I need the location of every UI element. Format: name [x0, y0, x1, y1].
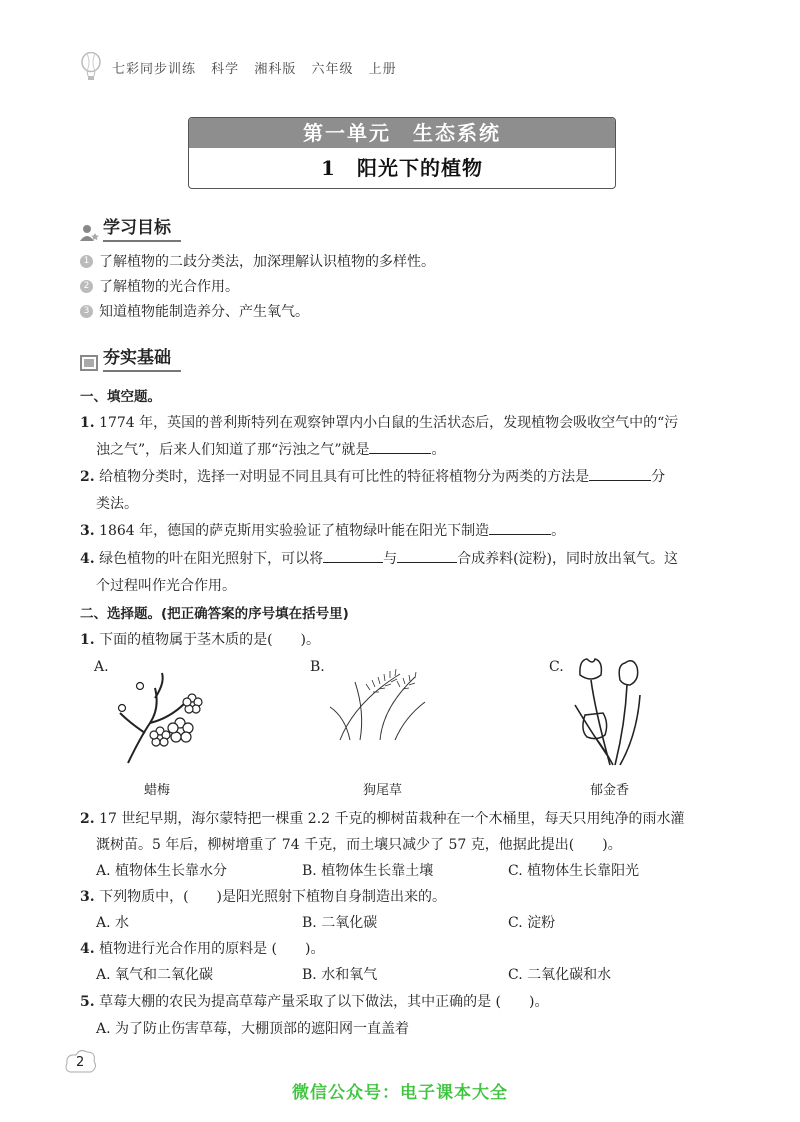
question-text: 1864 年，德国的萨克斯用实验验证了植物绿叶能在阳光下制造 [99, 523, 490, 539]
goal-item [80, 301, 309, 321]
footer-watermark: 微信公众号：电子课本大全 [292, 1083, 508, 1103]
option-a[interactable]: A. 氧气和二氧化碳 [96, 967, 214, 983]
option-label-a[interactable]: A. [94, 659, 109, 675]
question-line [80, 466, 665, 486]
option-caption-c: 郁金香 [590, 783, 630, 798]
page-header [80, 50, 407, 84]
question-number: 2. [80, 811, 95, 827]
question-number: 3. [80, 523, 95, 539]
option-c[interactable]: C. 淀粉 [508, 915, 556, 931]
question-number: 3. [80, 889, 95, 905]
unit-title: 第一单元 生态系统 [189, 118, 615, 148]
plum-blossom-image [110, 668, 210, 768]
question-line [80, 808, 685, 828]
goal-item [80, 251, 435, 271]
question-line [80, 548, 678, 568]
question-text: 草莓大棚的农民为提高草莓产量采取了以下做法，其中正确的是 ( )。 [99, 994, 549, 1010]
option-c[interactable]: C. 植物体生长靠阳光 [508, 863, 640, 879]
lesson-title: 1 阳光下的植物 [321, 156, 483, 180]
foxtail-grass-image [325, 662, 430, 742]
question-text: 下面的植物属于茎木质的是( )。 [99, 632, 321, 648]
grade: 六年级 [311, 61, 354, 77]
question-text: 1774 年，英国的普利斯特列在观察钟罩内小白鼠的生活状态后，发现植物会吸收空气中的“污 [99, 415, 679, 431]
answer-blank[interactable] [397, 550, 457, 563]
basics-title: 夯实基础 [103, 343, 181, 372]
volume: 上册 [368, 61, 397, 77]
question-number: 4. [80, 551, 95, 567]
question-text-end: 分 [651, 469, 666, 485]
goal-number: 2 [80, 280, 93, 293]
option-b[interactable]: B. 水和氧气 [302, 967, 378, 983]
edition: 湘科版 [254, 61, 297, 77]
answer-blank[interactable] [489, 522, 551, 535]
tulip-image [565, 655, 655, 770]
question-number: 5. [80, 994, 95, 1010]
goal-text: 了解植物的二歧分类法，加深理解认识植物的多样性。 [99, 254, 435, 270]
series-name: 七彩同步训练 [112, 61, 197, 77]
answer-blank[interactable] [589, 468, 651, 481]
balloon-icon [80, 52, 102, 82]
question-line: 个过程叫作光合作用。 [96, 578, 236, 594]
question-text: 与 [383, 551, 398, 567]
question-number: 2. [80, 469, 95, 485]
question-text: 合成养料(淀粉)，同时放出氧气。这 [457, 551, 679, 567]
people-icon [80, 224, 100, 242]
option-b[interactable]: B. 植物体生长靠土壤 [302, 863, 434, 879]
question-text: 下列物质中，( )是阳光照射下植物自身制造出来的。 [99, 889, 447, 905]
subject: 科学 [211, 61, 240, 77]
goal-text: 知道植物能制造养分、产生氧气。 [99, 304, 309, 320]
goal-text: 了解植物的光合作用。 [99, 279, 239, 295]
question-number: 1. [80, 632, 95, 648]
question-text: 给植物分类时，选择一对明显不同且具有可比性的特征将植物分为两类的方法是 [99, 469, 590, 485]
question-text: 浊之气”，后来人们知道了那“污浊之气”就是 [96, 442, 370, 458]
goal-number: 1 [80, 255, 93, 268]
question-text: 植物进行光合作用的原料是 ( )。 [99, 941, 325, 957]
answer-blank[interactable] [369, 441, 431, 454]
book-icon [80, 354, 100, 372]
choice-section-heading: 二、选择题。(把正确答案的序号填在括号里) [80, 606, 349, 622]
option-a[interactable]: A. 水 [96, 915, 130, 931]
goal-item [80, 276, 239, 296]
question-number: 4. [80, 941, 95, 957]
page-number: 2 [76, 1055, 85, 1070]
question-line: 溉树苗。5 年后，柳树增重了 74 千克，而土壤只减少了 57 克，他据此提出( )。 [96, 837, 622, 853]
question-line [80, 520, 565, 540]
option-label-c[interactable]: C. [549, 659, 564, 675]
option-a[interactable]: A. 植物体生长靠水分 [96, 863, 228, 879]
goal-number: 3 [80, 305, 93, 318]
chapter-title-box [188, 117, 616, 189]
question-line: 类法。 [96, 496, 138, 512]
punct: 。 [431, 442, 446, 458]
question-text: 绿色植物的叶在阳光照射下，可以将 [99, 551, 324, 567]
question-line [80, 886, 446, 906]
fill-section-heading: 一、填空题。 [80, 389, 161, 405]
question-number: 1. [80, 415, 95, 431]
question-line [80, 629, 320, 649]
question-line [80, 938, 324, 958]
question-line [80, 991, 548, 1011]
answer-blank[interactable] [323, 550, 383, 563]
question-line [96, 439, 445, 459]
section-goals-heading [80, 213, 181, 242]
option-label-b[interactable]: B. [310, 659, 325, 675]
option-caption-a: 蜡梅 [144, 783, 171, 798]
question-text: 17 世纪早期，海尔蒙特把一棵重 2.2 千克的柳树苗栽种在一个木桶里，每天只用纯净的雨水灌 [99, 811, 685, 827]
question-line [80, 412, 678, 432]
option-caption-b: 狗尾草 [363, 783, 403, 798]
goals-title: 学习目标 [103, 213, 181, 242]
option-a[interactable]: A. 为了防止伤害草莓，大棚顶部的遮阳网一直盖着 [96, 1021, 410, 1037]
option-b[interactable]: B. 二氧化碳 [302, 915, 378, 931]
section-basics-heading [80, 343, 181, 372]
option-c[interactable]: C. 二氧化碳和水 [508, 967, 612, 983]
punct: 。 [551, 523, 566, 539]
